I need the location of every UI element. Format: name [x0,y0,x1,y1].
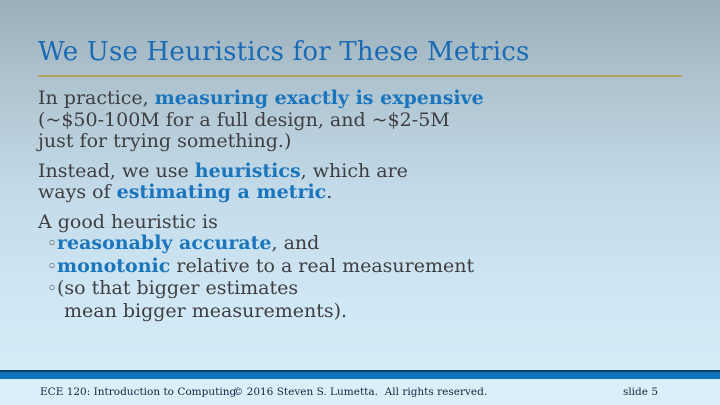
slide-title: We Use Heuristics for These Metrics [38,37,530,67]
footer-area [0,379,720,405]
slide-body [38,88,688,330]
line-text: Instead, we use [38,159,195,182]
text-line: just for trying something.) [38,130,292,152]
bullet-circle-icon: ◦ [47,256,58,277]
line-text: , which are [300,159,408,182]
footer-course-name: ECE 120: Introduction to Computing [40,386,237,398]
line-text: relative to a real measurement [170,254,475,277]
line-text: (so that bigger estimates [57,277,299,299]
text-line: A good heuristic is [38,210,218,233]
text-line: (~$50-100M for a full design, and ~$2-5M [38,108,450,131]
emphasis-text: heuristics [194,159,301,182]
emphasis-text: estimating a metric [116,181,327,203]
emphasis-text: monotonic [57,254,171,277]
bullet-circle-icon: ◦ [47,234,58,254]
paragraph-good-heuristic [38,212,688,323]
paragraph-heuristics [38,161,688,204]
bullet-circle-icon: ◦ [47,279,58,299]
bullet-item-accurate [38,233,688,256]
line-text: . [326,181,333,203]
text-line [38,88,688,110]
emphasis-text: measuring exactly is expensive [154,87,484,109]
paragraph-measuring-cost [38,88,688,153]
bullet-item-continuation: mean bigger measurements). [64,299,348,322]
line-text: , and [271,232,320,254]
line-text: ways of [38,181,117,203]
title-underline-rule [38,75,682,77]
text-line [38,161,688,183]
footer-copyright: © 2016 Steven S. Lumetta. All rights reserved. [232,386,488,398]
footer-slide-number: slide 5 [622,386,658,398]
line-text: In practice, [38,87,155,109]
bullet-item-bigger-estimates [38,278,688,301]
bullet-item-monotonic [38,256,688,279]
emphasis-text: reasonably accurate [57,232,272,254]
footer-blue-bar [0,372,720,379]
footer [0,370,720,405]
text-line [38,182,688,204]
